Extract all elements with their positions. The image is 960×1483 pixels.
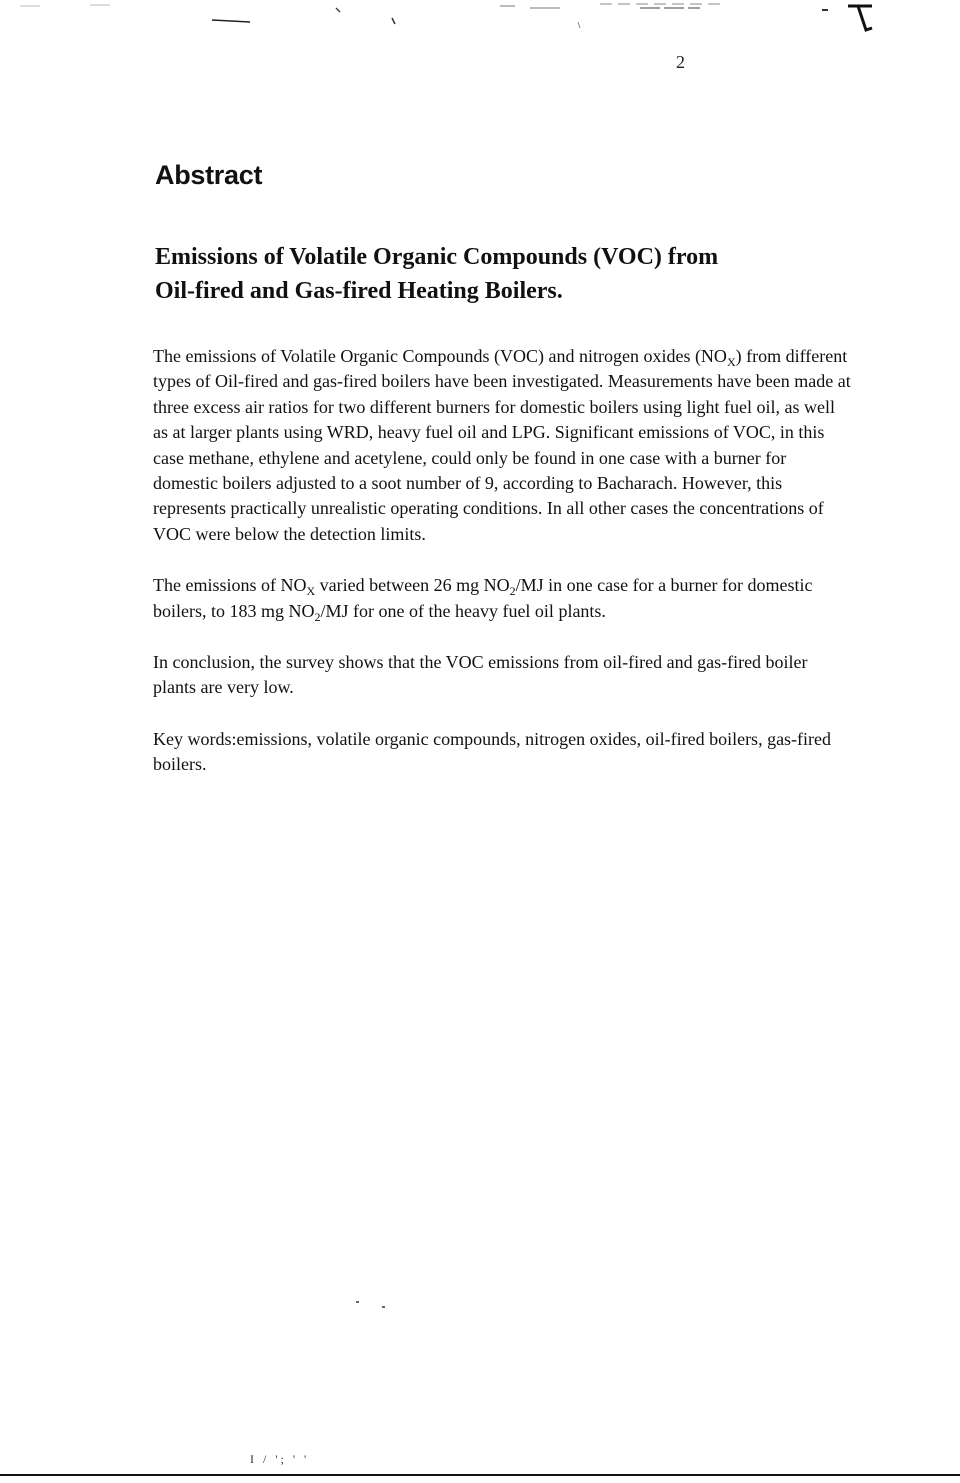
- para2-text-b: varied between 26 mg NO: [315, 575, 510, 596]
- para1-text-a: The emissions of Volatile Organic Compounds (VOC) and nitrogen oxides (NO: [153, 346, 727, 366]
- nox-subscript: X: [726, 355, 736, 369]
- paragraph-nox: [153, 573, 853, 624]
- abstract-heading: Abstract: [155, 160, 263, 190]
- scan-artifact-marks: [0, 0, 960, 40]
- nox-subscript: X: [306, 584, 316, 599]
- no2-subscript: 2: [314, 609, 321, 624]
- document-title: [155, 240, 855, 308]
- para2-text-c: /MJ in one case for a burner for domestic boilers, to 183 mg NO: [153, 575, 813, 621]
- no2-subscript: 2: [509, 584, 516, 599]
- paragraph-intro: [153, 344, 853, 547]
- abstract-body: [153, 344, 853, 804]
- para2-text-a: The emissions of NO: [153, 575, 307, 596]
- para2-text-d: /MJ for one of the heavy fuel oil plants.: [320, 600, 606, 621]
- title-line-2: Oil-fired and Gas-fired Heating Boilers.: [155, 278, 563, 304]
- scan-speck: [382, 1306, 385, 1308]
- title-line-1: Emissions of Volatile Organic Compounds (VOC) from: [155, 244, 719, 270]
- paragraph-conclusion: In conclusion, the survey shows that the VOC emissions from oil-fired and gas-fired boiler plants are very low.: [153, 652, 808, 698]
- page-number: 2: [676, 52, 685, 72]
- scan-speck: [356, 1301, 359, 1303]
- para1-text-b: ) from different types of Oil-fired and gas-fired boilers have been investigated. Measurements have been made at three excess air ratios for two different burners for domestic boilers using light fuel oil, as well as at larger plants using WRD, heavy fuel oil and LPG. Significant emissions of VOC, in this case methane, ethylene and acetylene, could only be found in one case with a burner for domestic boilers adjusted to a soot number of 9, according to Bacharach. However, this represents practically unrealistic operating conditions. In all other cases the concentrations of VOC were below the detection limits.: [153, 346, 851, 544]
- paragraph-keywords: Key words:emissions, volatile organic compounds, nitrogen oxides, oil-fired boilers, gas-fired boilers.: [153, 728, 832, 775]
- footer-scan-marks: I / '; ' ': [250, 1452, 310, 1466]
- footer-rule: [0, 1474, 960, 1476]
